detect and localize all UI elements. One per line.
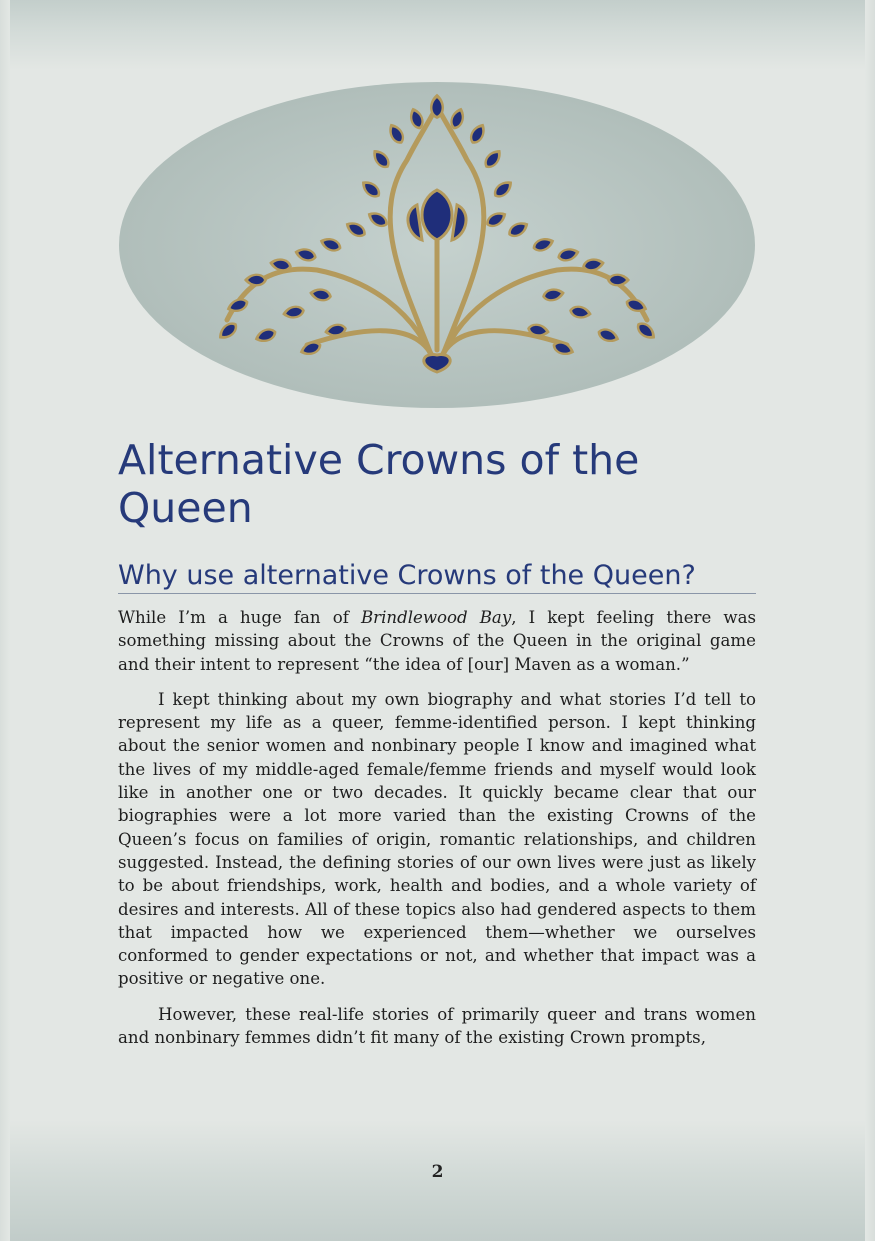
body-text	[118, 606, 756, 1061]
page-number: 2	[431, 1162, 444, 1182]
paragraph-1	[118, 606, 756, 676]
section-heading: Why use alternative Crowns of the Queen?	[118, 560, 756, 594]
page-header-band	[0, 0, 875, 70]
paragraph-1-start: While I’m a huge fan of	[118, 608, 361, 627]
game-title-italic: Brindlewood Bay	[360, 608, 512, 627]
page-edge-left	[0, 0, 10, 1241]
page-edge-right	[865, 0, 875, 1241]
paragraph-3: However, these real-life stories of primarily queer and trans women and nonbinary femmes didn’t fit many of the existing Crown prompts,	[118, 1004, 756, 1048]
crown-ornament-icon	[117, 80, 757, 410]
page-title: Alternative Crowns of the Queen	[118, 436, 640, 532]
paragraph-1-end: , I kept feeling there was something missing about the Crowns of the Queen in the original game and their intent to represent “the idea of [our] Maven as a woman.”	[118, 608, 756, 674]
paragraph-2: I kept thinking about my own biography and what stories I’d tell to represent my life as a queer, femme-identified person. I kept thinking about the senior women and nonbinary people I know and imagined what the lives of my middle-aged female/femme friends and myself would look like in another one or two decades. It quickly became clear that our biographies were a lot more varied than the existing Crowns of the Queen’s focus on families of origin, romantic relationships, and children suggested. Instead, the defining stories of our own lives were just as likely to be about friendships, work, health and bodies, and a whole variety of desires and interests. All of these topics also had gendered aspects to them that impacted how we experienced them—whether we ourselves conformed to gender expectations or not, and whether that impact was a positive or negative one.	[118, 689, 756, 989]
